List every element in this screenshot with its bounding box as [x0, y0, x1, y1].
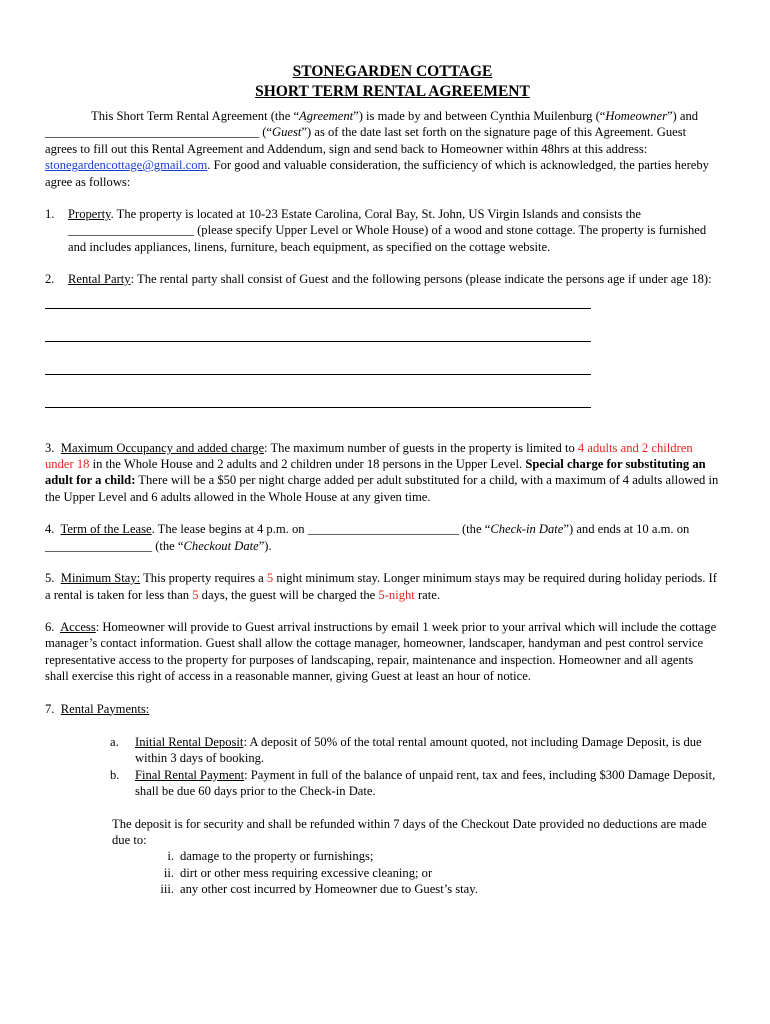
min-days-highlight: 5 [192, 587, 199, 602]
deposit-paragraph: The deposit is for security and shall be refunded within 7 days of the Checkout Date provided no deductions are made due to: [112, 816, 707, 847]
item-letter: a. [110, 734, 119, 749]
section-heading: Property [68, 207, 111, 222]
title-line-2: SHORT TERM RENTAL AGREEMENT [255, 83, 530, 100]
item-numeral: i. [167, 849, 174, 864]
section-heading: Access [60, 619, 96, 634]
section-number: 7. [45, 701, 55, 716]
item-heading: Initial Rental Deposit [135, 734, 244, 749]
fill-line[interactable] [45, 308, 591, 309]
list-item [144, 865, 720, 881]
fill-line[interactable] [45, 407, 591, 408]
item-text: damage to the property or furnishings; [180, 849, 374, 864]
intro-text-b: ”) is made by and between Cynthia Muilenburg (“ [353, 109, 606, 123]
night-rate-highlight: 5-night [378, 587, 415, 602]
section-text: : Homeowner will provide to Guest arrival instructions by email 1 week prior to your arrival which will include the cottage manager’s contact information. Guest shall allow the cottage manager, homeowner, landscaper, handyman and pest control service representative access to the property for purposes of landscaping, repair, maintenance and inspection. Homeowner and all agents shall exercise this right of access in a reasonable manner, giving Guest at least an hour of notice. [45, 619, 717, 684]
section-text-b: ”) and ends at 10 a.m. on _________________ (the “ [45, 522, 690, 553]
section-rental-party [45, 271, 720, 287]
intro-text-d: ”) as of the date last set forth on the signature page of this Agreement. Guest agrees to fill out this Rental Agreement and Addendum, sign and send back to Homeowner within 48hrs at this address: [45, 125, 687, 156]
title-line-1: STONEGARDEN COTTAGE [292, 63, 493, 80]
section-text: . The property is located at 10-23 Estate Carolina, Coral Bay, St. John, US Virgin Islands and consists the ____________________ (please specify Upper Level or Whole House) of a wood and stone cottage. The property is furnished and includes appliances, linens, furniture, beach equipment, as specified on the cottage website. [68, 207, 707, 254]
checkin-date-term: Check-in Date [490, 522, 564, 537]
intro-agreement-term: Agreement [299, 109, 354, 123]
section-text-b: night minimum stay. Longer minimum stays may be required during holiday periods. If a rental is taken for less than [45, 571, 717, 602]
item-text: any other cost incurred by Homeowner due to Guest’s stay. [180, 882, 478, 897]
special-charge-heading: Special charge for substituting an adult for a child: [45, 457, 706, 488]
checkout-date-term: Checkout Date [183, 538, 259, 553]
rental-party-fill-lines [45, 308, 720, 408]
item-text: dirt or other mess requiring excessive cleaning; or [180, 865, 433, 880]
section-max-occupancy [45, 440, 720, 506]
item-text: : A deposit of 50% of the total rental amount quoted, not including Damage Deposit, is due within 3 days of booking. [135, 734, 702, 766]
occupancy-limit-highlight: 4 adults and 2 children under 18 [45, 440, 693, 472]
intro-text-a: This Short Term Rental Agreement (the “ [91, 109, 300, 123]
payment-item-final-payment [110, 767, 720, 800]
item-letter: b. [110, 767, 120, 782]
section-heading: Minimum Stay: [60, 571, 141, 586]
section-text-a: . The lease begins at 4 p.m. on ________________________ (the “ [151, 522, 491, 537]
section-number: 5. [45, 571, 55, 586]
section-number: 1. [45, 207, 55, 222]
payment-item-initial-deposit [110, 734, 720, 767]
fill-line[interactable] [45, 374, 591, 375]
section-heading: Rental Payments: [60, 701, 150, 716]
section-number: 4. [45, 522, 55, 537]
section-text-c: days, the guest will be charged the [198, 587, 379, 602]
section-text-c: ”). [258, 538, 272, 553]
list-item [144, 881, 720, 897]
section-minimum-stay [45, 570, 720, 603]
email-link[interactable]: stonegardencottage@gmail.com [45, 158, 208, 173]
document-title [65, 62, 720, 102]
section-text-c: There will be a $50 per night charge added per adult substituted for a child, with a maximum of 4 adults allowed in the Upper Level and 6 adults allowed in the Whole House at any given time. [45, 473, 719, 504]
item-heading: Final Rental Payment [135, 767, 245, 782]
item-numeral: iii. [160, 882, 174, 897]
intro-text-c: ”) and __________________________________ (“ [45, 109, 699, 140]
intro-text-e: . For good and valuable consideration, the sufficiency of which is acknowledged, the parties hereby agree as follows: [45, 158, 709, 189]
section-lease-term [45, 521, 720, 554]
item-text: : Payment in full of the balance of unpaid rent, tax and fees, including $300 Damage Deposit, shall be due 60 days prior to the Check-in Date. [135, 767, 716, 799]
intro-paragraph [45, 108, 720, 190]
section-number: 6. [45, 619, 55, 634]
list-item [144, 848, 720, 864]
deduction-list [144, 848, 720, 897]
item-numeral: ii. [163, 865, 174, 880]
section-heading: Maximum Occupancy and added charge [60, 440, 265, 455]
section-rental-payments [45, 701, 720, 717]
section-heading: Term of the Lease [60, 522, 152, 537]
section-text-d: rate. [414, 587, 440, 602]
intro-guest-term: Guest [272, 125, 302, 140]
section-text-a: : The maximum number of guests in the property is limited to [264, 440, 578, 455]
section-heading: Rental Party [68, 272, 131, 287]
min-nights-highlight: 5 [266, 571, 274, 586]
fill-line[interactable] [45, 341, 591, 342]
section-number: 2. [45, 272, 55, 287]
section-access [45, 619, 720, 685]
section-text: : The rental party shall consist of Guest and the following persons (please indicate the persons age if under age 18): [130, 272, 712, 287]
section-text-a: This property requires a [140, 571, 267, 586]
intro-homeowner-term: Homeowner [605, 109, 667, 123]
section-text-b: in the Whole House and 2 adults and 2 children under 18 persons in the Upper Level. [89, 457, 526, 472]
section-property [45, 206, 720, 255]
section-number: 3. [45, 440, 55, 455]
